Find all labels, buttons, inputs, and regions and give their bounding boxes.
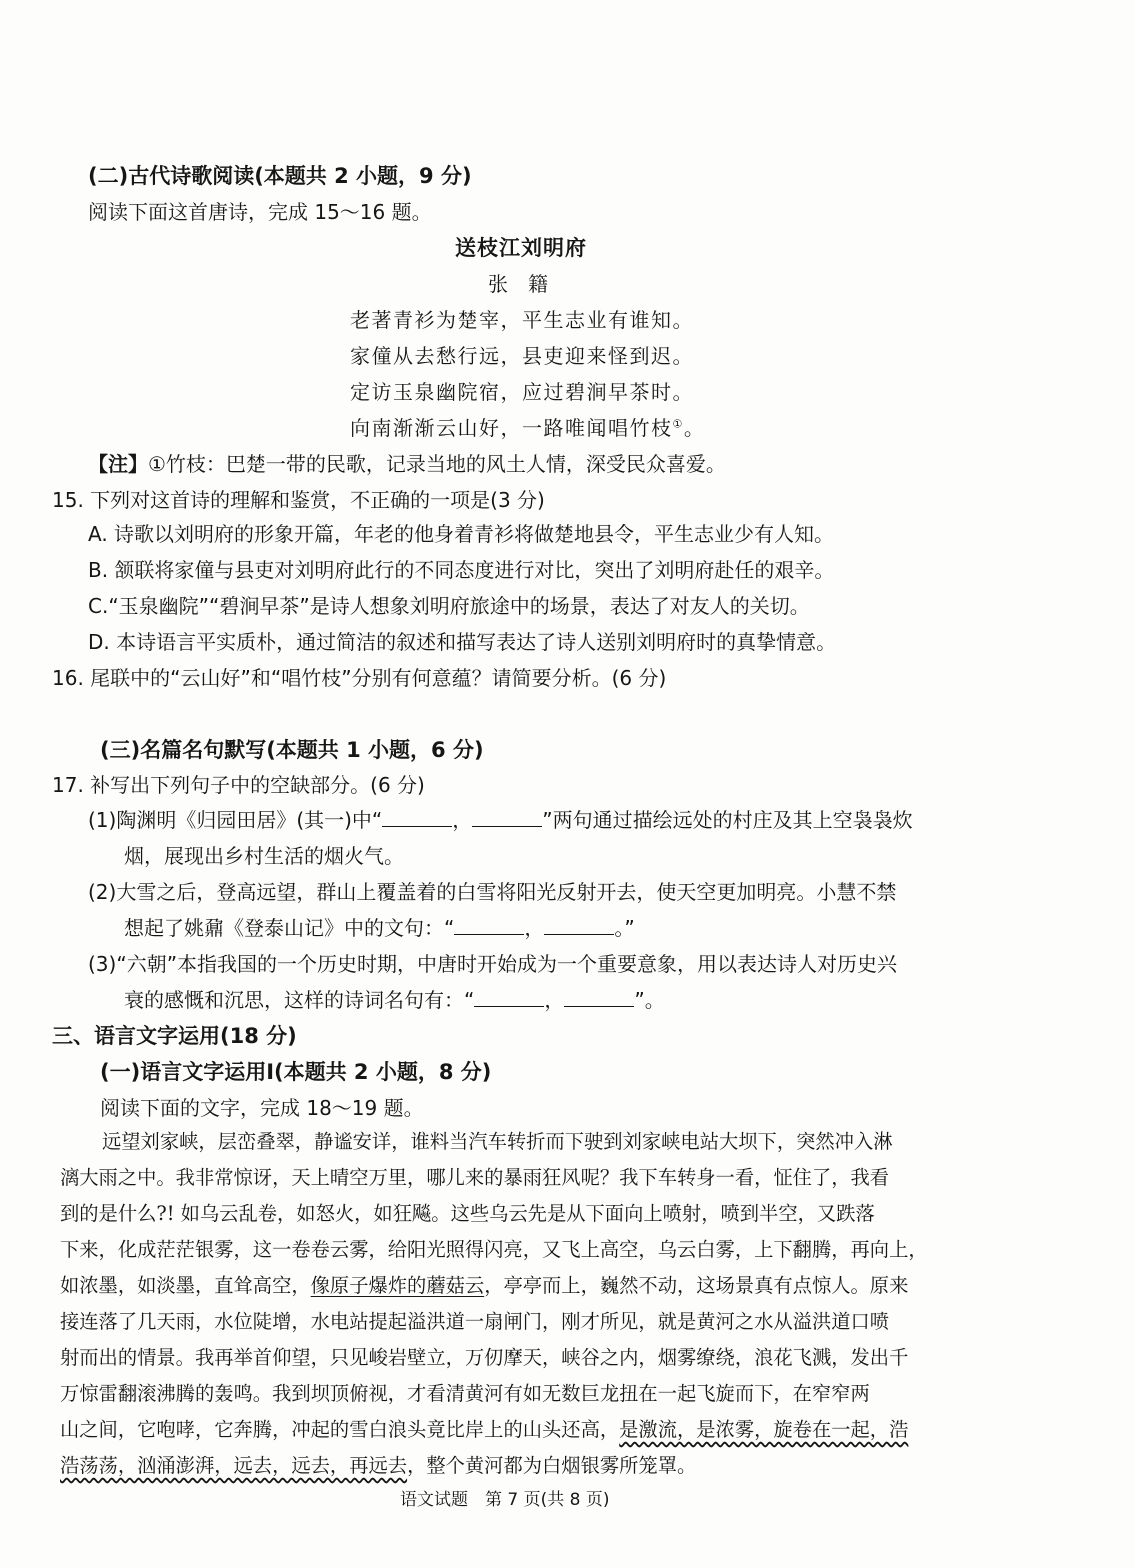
part-heading-language-use: 三、语言文字运用(18 分) — [52, 1024, 297, 1048]
question-15: 15. 下列对这首诗的理解和鉴赏，不正确的一项是(3 分) — [52, 488, 545, 512]
passage-line: 射而出的情景。我再举首仰望，只见峻岩壁立，万仞摩天，峡谷之内，烟雾缭绕，浪花飞溅，发出千 — [60, 1346, 909, 1369]
passage-line: 浩荡荡，汹涌澎湃，远去，远去，再远去，整个黄河都为白烟银雾所笼罩。 — [60, 1454, 697, 1477]
option-c: C.“玉泉幽院”“碧涧早茶”是诗人想象刘明府旅途中的场景，表达了对友人的关切。 — [88, 594, 810, 618]
page-footer: 语文试题 第 7 页(共 8 页) — [400, 1490, 610, 1510]
passage-line: 万惊雷翻滚沸腾的轰鸣。我到坝顶俯视，才看清黄河有如无数巨龙扭在一起飞旋而下，在窄窄两 — [60, 1382, 870, 1405]
poem-line: 老著青衫为楚宰，平生志业有谁知。 — [350, 308, 694, 332]
passage-line: 下来，化成茫茫银雾，这一卷卷云雾，给阳光照得闪亮，又飞上高空，乌云白雾，上下翻腾，再向上， — [60, 1238, 928, 1261]
passage-line: 接连落了几天雨，水位陡增，水电站提起溢洪道一扇闸门，刚才所见，就是黄河之水从溢洪道口喷 — [60, 1310, 890, 1333]
section-heading-recitation: (三)名篇名句默写(本题共 1 小题，6 分) — [100, 738, 484, 762]
wavy-underlined-phrase: 是激流，是浓雾，旋卷在一起，浩 — [619, 1418, 909, 1441]
passage-line: 如浓墨，如淡墨，直耸高空，像原子爆炸的蘑菇云，亭亭而上，巍然不动，这场景真有点惊人。原来 — [60, 1274, 909, 1297]
subsection-heading: (一)语言文字运用Ⅰ(本题共 2 小题，8 分) — [100, 1060, 492, 1084]
answer-blank — [454, 918, 524, 935]
poem-title: 送枝江刘明府 — [455, 236, 587, 260]
passage-line: 远望刘家峡，层峦叠翠，静谧安详，谁料当汽车转折而下驶到刘家峡电站大坝下，突然冲入淋 — [102, 1130, 893, 1153]
poetry-instruction: 阅读下面这首唐诗，完成 15～16 题。 — [88, 200, 432, 224]
question-17: 17. 补写出下列句子中的空缺部分。(6 分) — [52, 773, 425, 797]
q17-part-3-cont: 衰的感慨和沉思，这样的诗词名句有：“ ， ”。 — [124, 988, 665, 1012]
option-b: B. 颔联将家僮与县吏对刘明府此行的不同态度进行对比，突出了刘明府赴任的艰辛。 — [88, 558, 835, 582]
passage-line: 漓大雨之中。我非常惊讶，天上晴空万里，哪儿来的暴雨狂风呢？我下车转身一看，怔住了，我看 — [60, 1166, 890, 1189]
passage-line: 山之间，它咆哮，它奔腾，冲起的雪白浪头竟比岸上的山头还高，是激流，是浓雾，旋卷在一起，浩 — [60, 1418, 909, 1441]
poem-line: 定访玉泉幽院宿，应过碧涧早茶时。 — [350, 380, 694, 404]
passage-instruction: 阅读下面的文字，完成 18～19 题。 — [100, 1096, 424, 1120]
wavy-underlined-phrase: 浩荡荡，汹涌澎湃，远去，远去，再远去 — [60, 1454, 408, 1477]
option-a: A. 诗歌以刘明府的形象开篇，年老的他身着青衫将做楚地县令，平生志业少有人知。 — [88, 522, 835, 546]
q17-part-1-cont: 烟，展现出乡村生活的烟火气。 — [124, 844, 404, 868]
q17-part-2: (2)大雪之后，登高远望，群山上覆盖着的白雪将阳光反射开去，使天空更加明亮。小慧不禁 — [88, 880, 897, 904]
answer-blank — [564, 990, 634, 1007]
passage-line: 到的是什么?! 如乌云乱卷，如怒火，如狂飚。这些乌云先是从下面向上喷射，喷到半空，又跌落 — [60, 1202, 875, 1225]
footnote-marker: ① — [672, 417, 684, 431]
poem-line: 向南渐渐云山好，一路唯闻唱竹枝①。 — [350, 416, 706, 440]
poem-line: 家僮从去愁行远，县吏迎来怪到迟。 — [350, 344, 694, 368]
underlined-phrase: 像原子爆炸的蘑菇云 — [310, 1274, 485, 1297]
q17-part-3: (3)“六朝”本指我国的一个历史时期，中唐时开始成为一个重要意象，用以表达诗人对历史兴 — [88, 952, 898, 976]
poem-author: 张 籍 — [488, 272, 548, 296]
answer-blank — [472, 810, 542, 827]
q17-part-2-cont: 想起了姚鼐《登泰山记》中的文句：“ ， 。” — [124, 916, 635, 940]
option-d: D. 本诗语言平实质朴，通过简洁的叙述和描写表达了诗人送别刘明府时的真挚情意。 — [88, 630, 837, 654]
answer-blank — [544, 918, 614, 935]
answer-blank — [474, 990, 544, 1007]
answer-blank — [382, 810, 452, 827]
question-16: 16. 尾联中的“云山好”和“唱竹枝”分别有何意蕴？请简要分析。(6 分) — [52, 666, 667, 690]
section-heading-poetry: (二)古代诗歌阅读(本题共 2 小题，9 分) — [88, 164, 472, 188]
poem-note: 【注】①竹枝：巴楚一带的民歌，记录当地的风土人情，深受民众喜爱。 — [88, 452, 726, 476]
q17-part-1: (1)陶渊明《归园田居》(其一)中“ ， ”两句通过描绘远处的村庄及其上空袅袅炊 — [88, 808, 913, 832]
